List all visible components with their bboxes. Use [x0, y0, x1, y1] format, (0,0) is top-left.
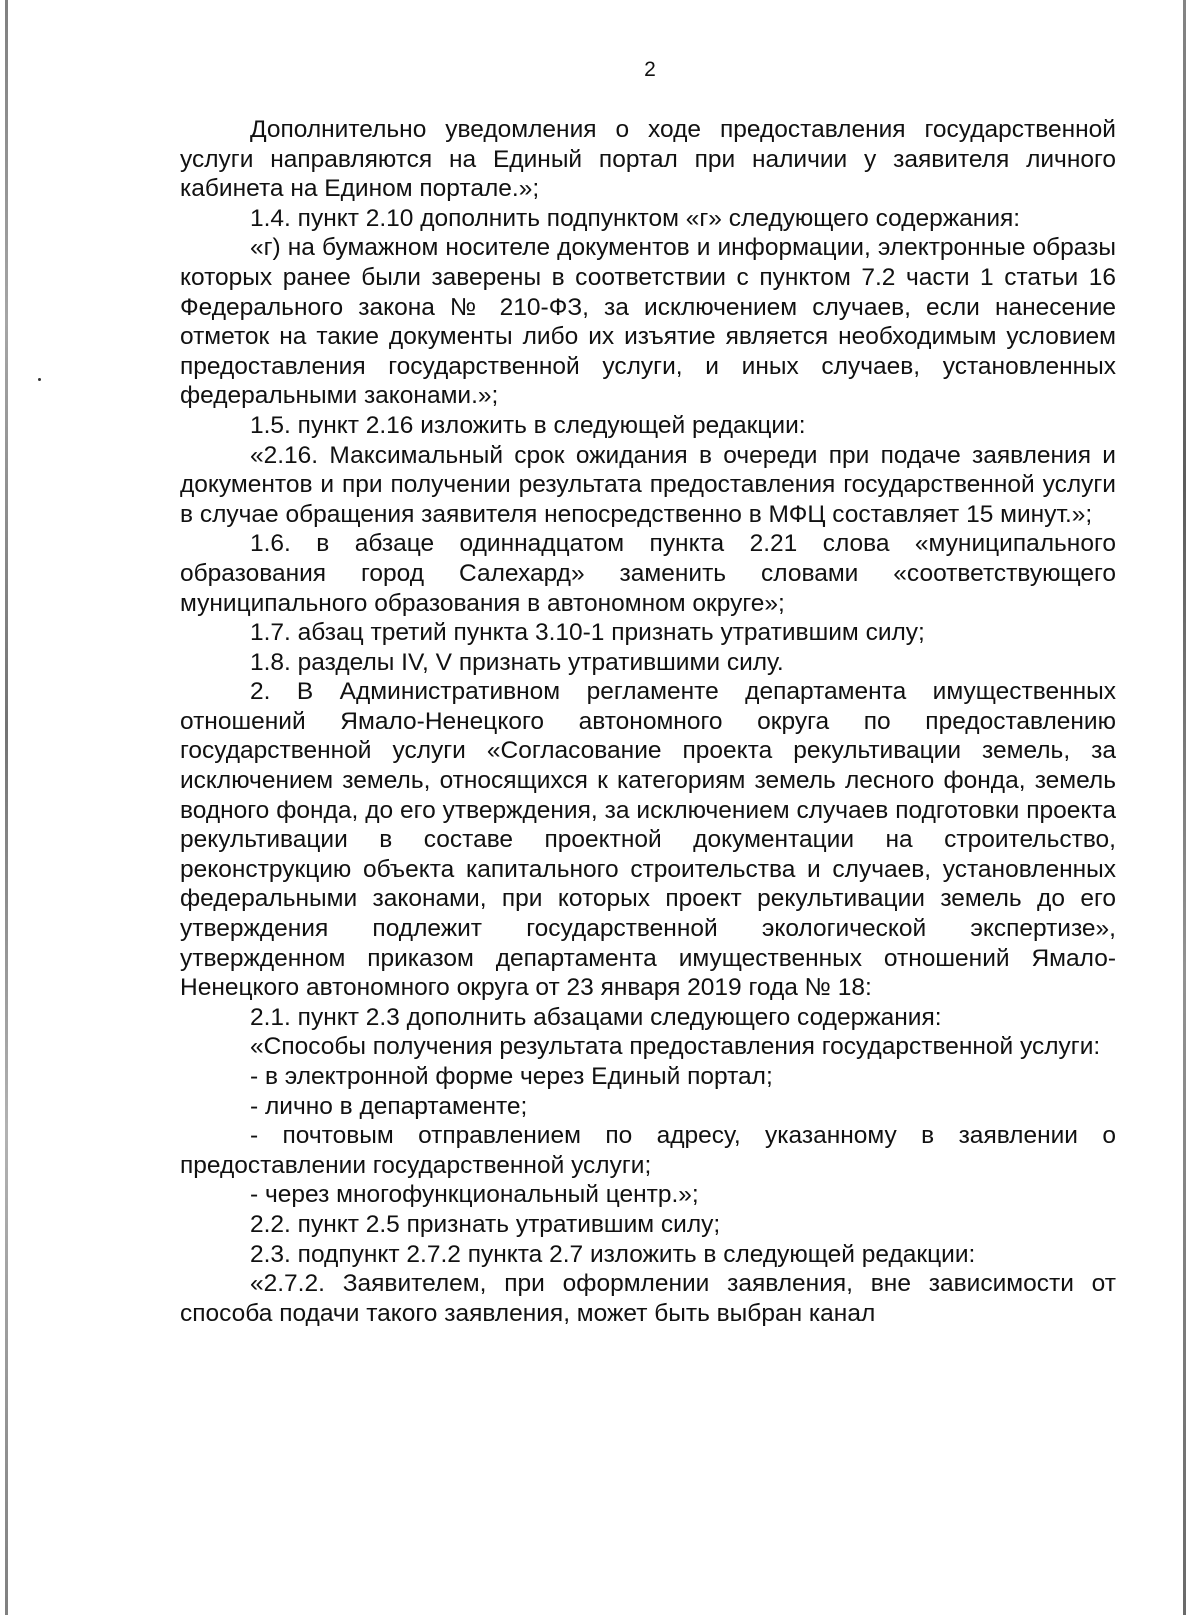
paragraph-1-4: 1.4. пункт 2.10 дополнить подпунктом «г» следующего содержания:: [250, 204, 1021, 232]
paragraph-2: 2. В Административном регламенте департамента имущественных отношений Ямало-Ненецкого автономного округа по предоставлению государственной услуги «Согласование проекта рекультивации земель, за исключением земель, относящихся к категориям земель лесного фонда, земель водного фонда, до его утверждения, за исключением случаев подготовки проекта рекультивации в составе проектной документации на строительство, реконструкцию объекта капитального строительства и случаев, установленных федеральными законами, при которых проект рекультивации земель до его утверждения подлежит государственной экологической экспертизе», утвержденном приказом департамента имущественных отношений Ямало-Ненецкого автономного округа от 23 января 2019 года № 18:: [180, 678, 1116, 1002]
paragraph-2-2: 2.2. пункт 2.5 признать утратившим силу;: [250, 1210, 721, 1238]
list-item-in-person: - лично в департаменте;: [250, 1092, 528, 1120]
paragraph-notification-channel: Дополнительно уведомления о ходе предоставления государственной услуги направляются на Единый портал при наличии у заявителя личного кабинета на Едином портале.»;: [180, 116, 1116, 203]
paragraph-2-1: 2.1. пункт 2.3 дополнить абзацами следующего содержания:: [250, 1003, 942, 1031]
paragraph-1-5: 1.5. пункт 2.16 изложить в следующей редакции:: [250, 411, 806, 439]
page-number: 2: [644, 58, 656, 81]
paragraph-subitem-g: «г) на бумажном носителе документов и информации, электронные образы которых ранее были заверены в соответствии с пунктом 7.2 части 1 статьи 16 Федерального закона № 210-ФЗ, за исключением случаев, если нанесение отметок на такие документы либо их изъятие является необходимым условием предоставления государственной услуги, и иных случаев, установленных федеральными законами.»;: [180, 234, 1116, 410]
paragraph-2-16: «2.16. Максимальный срок ожидания в очереди при подаче заявления и документов и при получении результата предоставления государственной услуги в случае обращения заявителя непосредственно в МФЦ составляет 15 минут.»;: [180, 441, 1116, 528]
list-item-postal: - почтовым отправлением по адресу, указанному в заявлении о предоставлении государственной услуги;: [180, 1122, 1116, 1179]
list-item-electronic: - в электронной форме через Единый портал;: [250, 1063, 773, 1090]
document-body: [180, 115, 1116, 1328]
paragraph-1-7: 1.7. абзац третий пункта 3.10-1 признать утратившим силу;: [250, 619, 925, 647]
scan-edge-left: [5, 0, 8, 1615]
scan-edge-right: [1183, 0, 1186, 1615]
scan-speck: [38, 378, 41, 381]
paragraph-2-7-2: «2.7.2. Заявителем, при оформлении заявления, вне зависимости от способа подачи такого заявления, может быть выбран канал: [180, 1270, 1116, 1327]
paragraph-result-methods: «Способы получения результата предоставления государственной услуги:: [250, 1033, 1101, 1061]
paragraph-1-8: 1.8. разделы IV, V признать утратившими силу.: [250, 648, 784, 676]
paragraph-1-6: 1.6. в абзаце одиннадцатом пункта 2.21 слова «муниципального образования город Салехард» заменить словами «соответствующего муниципального образования в автономном округе»;: [180, 530, 1116, 617]
paragraph-2-3: 2.3. подпункт 2.7.2 пункта 2.7 изложить в следующей редакции:: [250, 1240, 976, 1268]
list-item-mfc: - через многофункциональный центр.»;: [250, 1181, 699, 1209]
